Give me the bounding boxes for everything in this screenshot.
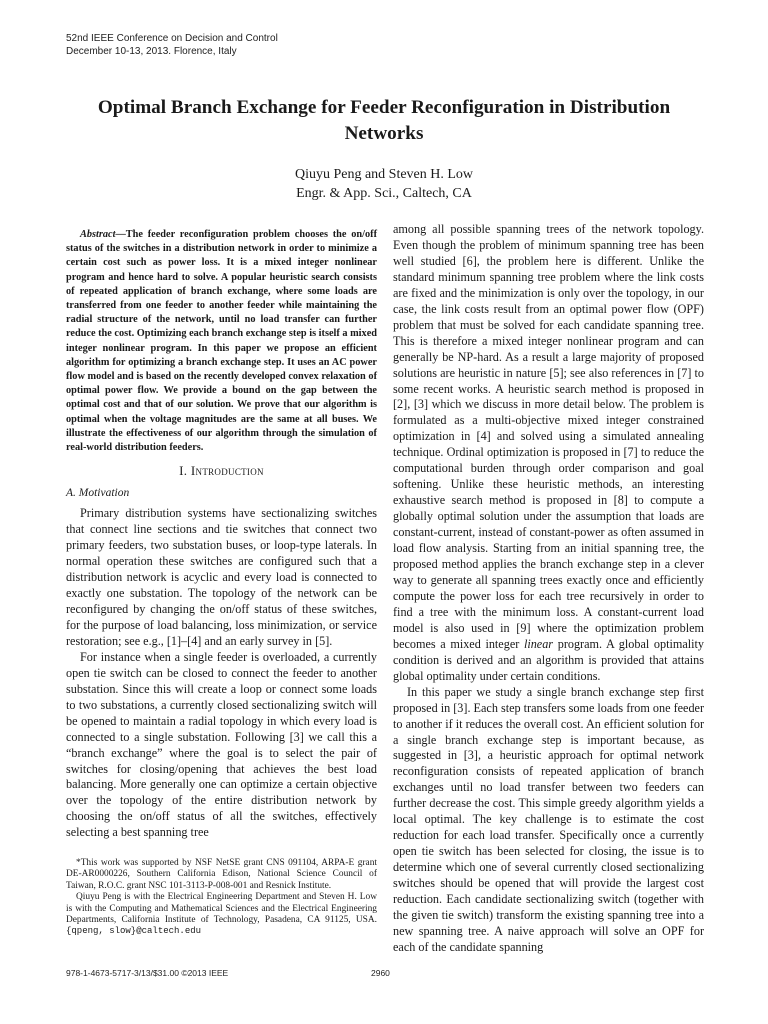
paragraph: Primary distribution systems have sectionalizing switches that connect line sections and tie switches that connect two primary feeders, two substation buses, or loop-type laterals. In normal operation these switches are configured such that a distribution network is acyclic and every load is connected to exactly one substation. The topology of the network can be reconfigured by changing the on/off status of these switches, for the purpose of load balancing, loss minimization, or service restoration; see e.g., [1]–[4] and an early survey in [5].: [66, 506, 377, 648]
paper-title: Optimal Branch Exchange for Feeder Reconfiguration in Distribution Networks: [97, 97, 671, 144]
section-heading-introduction: I. Introduction: [179, 463, 264, 479]
author-affiliation: Engr. & App. Sci., Caltech, CA: [296, 186, 472, 201]
conference-header: [66, 33, 278, 58]
abstract: [66, 228, 377, 455]
affiliation-footnote: [66, 892, 377, 938]
conference-date-location: December 10-13, 2013. Florence, Italy: [66, 45, 237, 57]
emphasis-text: linear: [523, 636, 554, 651]
page-number: 2960: [371, 968, 390, 978]
paragraph: For instance when a single feeder is overloaded, a currently open tie switch can be closed to connect the feeder to another substation. Since this will create a loop or connect some loads to two substations, a currently closed sectionalizing switch will be opened to maintain a radial topology in which every load is connected to a single substation. Following [3] we call this a “branch exchange” where the goal is to select the pair of switches for closing/opening that achieves the best load balancing. More generally one can optimize a certain objective over the topology of the entire distribution network by choosing the on/off status of all the switches, effectively selecting a best spanning tree: [66, 649, 377, 840]
abstract-separator: —: [115, 229, 126, 240]
author-emails: {qpeng, slow}@caltech.edu: [66, 926, 202, 937]
abstract-text: The feeder reconfiguration problem chooses the on/off status of the switches in a distribution network in order to minimize a certain cost such as power loss. It is a mixed integer nonlinear program and hence hard to solve. A popular heuristic search consists of repeated application of branch exchange, where some loads are transferred from one feeder to another feeder while maintaining the radial structure of the network, until no load transfer can further reduce the cost. Optimizing each branch exchange step is itself a mixed integer nonlinear program. In this paper we propose an efficient algorithm for optimizing a branch exchange step. It uses an AC power flow model and is based on the recently developed convex relaxation of optimal power flow. We provide a bound on the gap between the optimal cost and that of our solution. We prove that our algorithm is optimal when the voltage magnitudes are the same at all buses. We illustrate the effectiveness of our algorithm through the simulation of real-world distribution feeders.: [66, 229, 377, 454]
author-block: [60, 165, 708, 203]
subsection-heading-motivation: A. Motivation: [66, 487, 130, 500]
copyright-isbn: 978-1-4673-5717-3/13/$31.00 ©2013 IEEE: [66, 968, 229, 978]
paragraph-text: program. A global optimality condition is derived and an algorithm is provided that attains global optimality under certain conditions.: [393, 636, 705, 683]
conference-name: 52nd IEEE Conference on Decision and Control: [66, 33, 278, 44]
paragraph: In this paper we study a single branch exchange step first proposed in [3]. Each step transfers some loads from one feeder to another if it reduces the overall cost. An efficient solution for a single branch exchange step is important because, as suggested in [3], a heuristic approach for optimal network reconfiguration consists of repeated application of branch exchanges until no load transfer between two feeders can further decrease the cost. This simple greedy algorithm yields a local optimal. The key challenge is to estimate the cost reduction for each load transfer. Specifically once a currently open tie switch has been selected for closing, the issue is to determine which one of several currently closed sectionalizing switches should be opened that will provide the largest cost reduction. Each candidate sectionalizing switch (together with the given tie switch) transform the existing spanning tree into a new spanning tree. A naive approach will solve an OPF for each of the candidate spanning: [393, 684, 705, 954]
footnotes: [66, 858, 377, 938]
left-column: [66, 228, 377, 841]
right-column: [393, 222, 704, 956]
author-names: Qiuyu Peng and Steven H. Low: [294, 167, 474, 182]
funding-footnote: *This work was supported by NSF NetSE grant CNS 091104, ARPA-E grant DE-AR0000226, Southern California Edison, National Science Council of Taiwan, R.O.C. grant NSC 101-3113-P-008-001 and Resnick Institute.: [66, 858, 377, 891]
abstract-label: Abstract: [80, 229, 116, 240]
paragraph-text: among all possible spanning trees of the network topology. Even though the problem of minimum spanning tree has been well studied [6], the problem here is different. Unlike the standard minimum spanning tree problem where the link costs are fixed and the minimization is only over the topology, in our case, the link costs result from an optimal power flow (OPF) problem that must be solved for each candidate spanning tree. This is therefore a mixed integer nonlinear program and can generally be NP-hard. As a result a large majority of proposed solutions are heuristic in nature [5]; see also references in [7] to some recent works. A heuristic search method is proposed in [2], [3] which we discuss in more detail below. The problem is formulated as a multi-objective mixed integer constrained optimization in [4] and solved using a simulated annealing technique. Ordinal optimization is proposed in [7] to reduce the computational burden through order comparison and goal softening. Unlike these heuristic methods, an interesting exhaustive search method is proposed in [8] to compute a globally optimal solution under the assumption that loads are constant-current, instead of constant-power as often assumed in load flow analysis. Starting from an initial spanning tree, the proposed method applies the branch exchange step in a clever way to generate all spanning trees exactly once and efficiently compute the power loss for each tree recursively in order to find a tree with the minimum loss. A constant-current load model is also used in [9] where the optimization problem becomes a mixed integer: [393, 222, 704, 651]
paragraph: [393, 222, 704, 685]
affiliation-footnote-text: Qiuyu Peng is with the Electrical Engineering Department and Steven H. Low is with the Computing and Mathematical Sciences and the Electrical Engineering Departments, California Institute of Technology, Pasadena, CA 91125, USA.: [66, 892, 377, 926]
introduction-body: [66, 506, 377, 841]
